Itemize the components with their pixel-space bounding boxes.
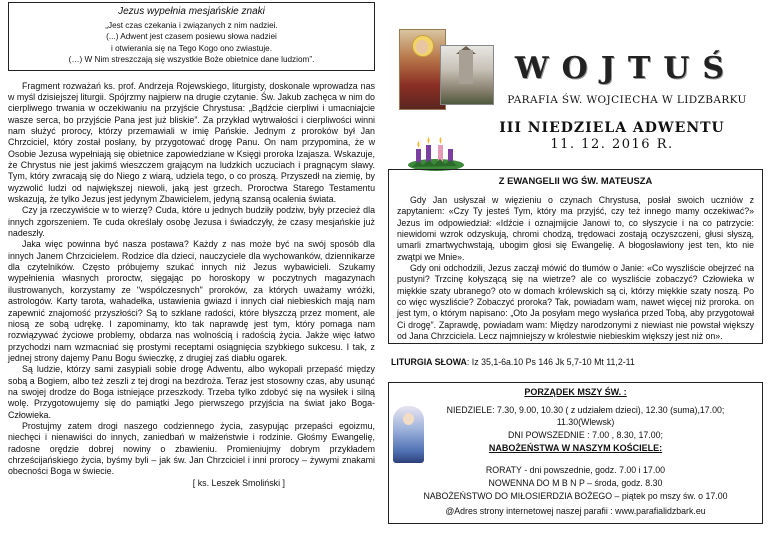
advent-candles-icon xyxy=(406,135,466,171)
gospel-box xyxy=(388,169,763,344)
liturgy-text: : Iz 35,1-6a.10 Ps 146 Jk 5,7-10 Mt 11,2-11 xyxy=(466,357,635,367)
saint-image xyxy=(399,29,446,110)
mass-schedule-heading: PORZĄDEK MSZY ŚW. : xyxy=(524,387,627,397)
church-image xyxy=(440,45,494,105)
liturgy-label: LITURGIA SŁOWA xyxy=(391,357,467,367)
weekday-masses: DNI POWSZEDNIE : 7.00 , 8.30, 17.00; xyxy=(508,430,663,440)
newsletter-title: WOJTUŚ xyxy=(514,51,738,86)
article-signature: [ ks. Leszek Smoliński ] xyxy=(192,477,285,488)
novena-line: NOWENNA DO M B N P – środa, godz. 8.30 xyxy=(488,478,663,488)
website-line xyxy=(389,506,762,516)
gospel-text xyxy=(397,195,754,342)
tower-shape xyxy=(459,50,473,84)
left-column xyxy=(8,2,375,489)
at-icon: @ xyxy=(445,506,455,516)
quote-line: „Jest czas czekania i związanych z nim nadziei. xyxy=(105,21,278,30)
article-paragraph: Fragment rozważań ks. prof. Andrzeja Rojewskiego, liturgisty, doskonale wprowadza nas w myśl dzisiejszej liturgii. Spójrzmy najpierw na drugie czytanie. Św. Jakub zachęca w nim do cierpliwego trwania w oczekiwaniu na przyjście Chrystusa: „Bądźcie cierpliwi i umacniajcie wasze serca, bo przyjście Pana jest już bliskie”. Za przykład wytrwałości i cierpliwości winni nam służyć prorocy, którzy przemawiali w imię Pańskie. Jednym z proroków był Jan Chrzciciel, który został posłany, by przygotować drogę Panu. On nam przypomina, że w Osobie Jezusa wypełniają się obietnice zapowiedziane w Księgi proroka Izajasza. Wskazuje, że Chrystus nie jest jakimś wieszczem grającym na ludzkich uczuciach i pragnącym sławy. Tym, który zwracają się do Niego z wiarą, udziela tego, o co proszą. Przyszedł na ziemię, by wyzwolić ludzi od największej niewoli, jaką jest grzech. Proroctwa Starego Testamentu wskazują, że tylko Jezus jest jedynym Zbawicielem, jedyną szansą ocalenia świata. xyxy=(8,80,375,205)
sunday-masses-extra: 11.30(Wlewsk) xyxy=(556,417,615,427)
face-shape xyxy=(416,40,428,54)
sunday-name: III NIEDZIELA ADWENTU xyxy=(499,120,725,136)
liturgy-readings xyxy=(391,357,761,367)
parish-name: PARAFIA ŚW. WOJCIECHA W LIDZBARKU xyxy=(507,94,747,106)
article-paragraph: Prostujmy zatem drogi naszego codziennego życia, zasypując przepaści egoizmu, niechęci i nienawiści do innych, zaniedbań w małżeństwie i rodzinie. Głośmy Ewangelię, radosne orędzie dobrej nowiny o zbawieniu. Promieniujmy dobrym przykładem chrześcijańskiego życia, byśmy byli – jak św. Jan Chrzciciel i inni prorocy – żywymi znakami obecności Boga w świecie. xyxy=(8,420,375,477)
right-column xyxy=(388,0,763,543)
gospel-paragraph: Gdy oni odchodzili, Jezus zaczął mówić do tłumów o Janie: «Co wyszliście obejrzeć na pustyni? Trzcinę kołyszącą się na wietrze? ale co wyszliście zobaczyć? Człowieka w miękkie szaty ubranego? oto w domach królewskich są ci, którzy miękkie szaty noszą. Po co więc wyszliście? Zobaczyć proroka? Tak, powiadam wam, nawet więcej niż proroka. on jest tym, o którym napisano: „Oto Ja posyłam mego wysłańca przed Tobą, aby przygotował Ci drogę”. Zaprawdę, powiadam wam: Między narodzonymi z niewiast nie powstał większy od Jana Chrzciciela. Lecz najmniejszy w królestwie niebieskim większy jest niż on». xyxy=(397,263,754,342)
gospel-title: Z EWANGELII WG ŚW. MATEUSZA xyxy=(498,175,653,186)
issue-date: 11. 12. 2016 R. xyxy=(550,137,674,152)
gospel-paragraph: Gdy Jan usłyszał w więzieniu o czynach Chrystusa, posłał swoich uczniów z zapytaniem: «Czy Ty jesteś Tym, który ma przyjść, czy też innego mamy oczekiwać?» Jezus im odpowiedział: «Idźcie i oznajmijcie Janowi to, co słyszycie i na co patrzycie: niewidomi wzrok odzyskują, chromi chodzą, trędowaci zostają oczyszczeni, głusi słyszą, umarli zmartwychwstają, ubogim głosi się Ewangelię. A błogosławiony jest ten, kto nie zwątpi we Mnie». xyxy=(397,195,754,262)
article-paragraph: Czy ja rzeczywiście w to wierzę? Cuda, które u jednych budziły podziw, były przecież dla innych zgorszeniem. Te cuda określały osobę Jezusa i świadczyły, że czasy mesjańskie już nadeszły. xyxy=(8,205,375,239)
article-paragraph: Jaka więc powinna być nasza postawa? Każdy z nas może być na swój sposób dla innych Janem Chrzcicielem. Rodzice dla dzieci, nauczyciele dla wychowanków, dziennikarze dla czytelników. Często próbujemy szukać innych niż Jezus wybawicieli. Szukamy wypełnienia własnych proroctw, sięgając po horoskopy w poczytnych magazynach ilustrowanych, korzystamy ze "wspólczesnych" proroków, za których uważamy wróżki, astrologów. Karty tarota, wahadełka, ustawienia gwiazd i innych ciał niebieskich mają nam zapewnić znajomość przyszłości? Są to szklane radości, które błyszczą przez moment, ale niosą ze sobą udrękę. I zapominamy, kto tak naprawdę jest tym, który pomaga nam rozwiązywać życiowe problemy, obdarza nas wolnością i radością życia. Jakże więc łatwo przychodzi nam wzmacniać się prostymi receptami osiągnięcia szybkiego sukcesu. I tak, z jednej strony dajemy Panu Bogu świeczkę, z drugiej zaś diabłu ogarek. xyxy=(8,239,375,363)
website-text: Adres strony internetowej naszej parafii : www.parafialidzbark.eu xyxy=(454,506,706,516)
quote-title: Jezus wypełnia mesjańskie znaki xyxy=(118,6,265,17)
reflection-article xyxy=(8,81,375,489)
article-paragraph: Są ludzie, którzy sami zasypiali sobie drogę Adwentu, albo wykopali przepaść między sobą a Bogiem, albo też zeszli z tej drogi na bezdroża. Teraz jest stosowny czas, aby usunąć na swojej drodze do Boga istniejące przeszkody. Trzeba tylko zdobyć się na wysiłek i silną wolę. Przygotowujemy się do pamiątki Jego pierwszego przyjścia na świat jako Boga-Człowieka. xyxy=(8,364,375,420)
schedule-box xyxy=(388,382,763,524)
quote-box xyxy=(8,2,375,71)
rorate-line: RORATY - dni powszednie, godz. 7.00 i 17.00 xyxy=(485,465,666,475)
quote-line: i otwierania się na Tego Kogo ono zwiastuje. xyxy=(111,43,272,53)
sunday-masses: NIEDZIELE: 7.30, 9.00, 10.30 ( z udziałem dzieci), 12.30 (suma),17.00; xyxy=(446,405,725,415)
mercy-line: NABOŻEŃSTWO DO MIŁOSIERDZIA BOŻEGO – piątek po mszy św. o 17.00 xyxy=(423,491,728,501)
quote-line: (…) W Nim streszczają się wszystkie Boże obietnice dane ludziom”. xyxy=(68,55,315,65)
services-heading: NABOŻEŃSTWA W NASZYM KOŚCIELE: xyxy=(488,443,663,453)
quote-line: (...) Adwent jest czasem posiewu słowa nadziei xyxy=(106,32,277,42)
